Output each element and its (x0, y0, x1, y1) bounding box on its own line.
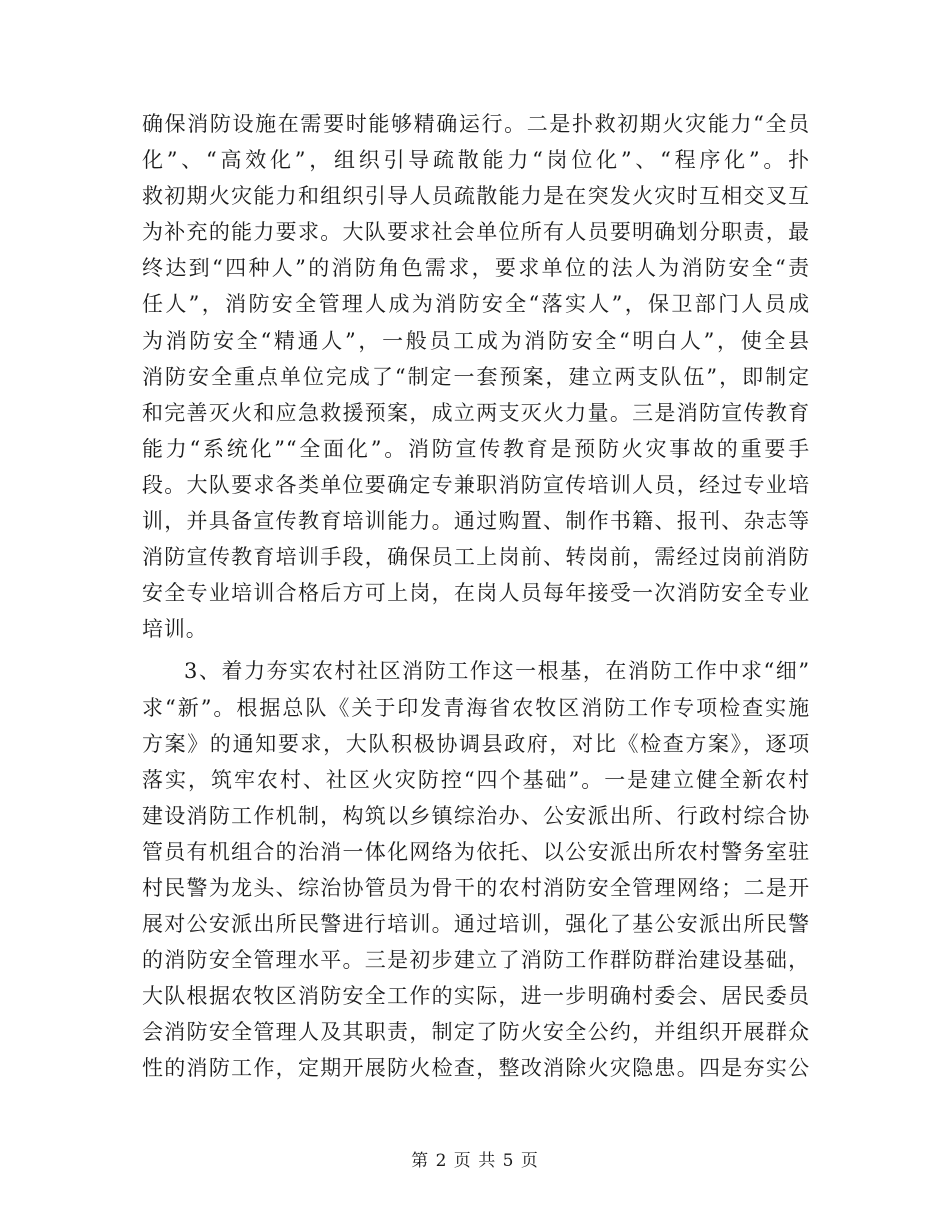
text-line: 落实，筑牢农村、社区火灾防控“四个基础”。一是建立健全新农村 (142, 767, 810, 792)
text-line: 救初期火灾能力和组织引导人员疏散能力是在突发火灾时互相交叉互 (142, 184, 810, 209)
paragraph-2 (142, 653, 810, 1086)
text-line: 大队根据农牧区消防安全工作的实际，进一步明确村委会、居民委员 (142, 984, 810, 1009)
text-line: 展对公安派出所民警进行培训。通过培训，强化了基公安派出所民警 (142, 912, 810, 937)
document-body (142, 106, 810, 1087)
text-line: 能力“系统化”“全面化”。消防宣传教育是预防火灾事故的重要手 (142, 436, 810, 461)
text-line: 管员有机组合的治消一体化网络为依托、以公安派出所农村警务室驻 (142, 839, 810, 864)
text-line: 消防宣传教育培训手段，确保员工上岗前、转岗前，需经过岗前消防 (142, 545, 810, 570)
page-number-footer: 第 2 页 共 5 页 (411, 1151, 539, 1171)
text-line: 村民警为龙头、综治协管员为骨干的农村消防安全管理网络；二是开 (142, 875, 810, 900)
text-line: 为消防安全“精通人”，一般员工成为消防安全“明白人”，使全县 (142, 328, 810, 353)
text-line: 和完善灭火和应急救援预案，成立两支灭火力量。三是消防宣传教育 (142, 400, 810, 425)
text-line: 求“新”。根据总队《关于印发青海省农牧区消防工作专项检查实施 (142, 695, 810, 720)
text-line: 安全专业培训合格后方可上岗，在岗人员每年接受一次消防安全专业 (142, 581, 810, 606)
text-line: 会消防安全管理人及其职责，制定了防火安全公约，并组织开展群众 (142, 1020, 810, 1045)
text-line: 性的消防工作，定期开展防火检查，整改消除火灾隐患。四是夯实公 (142, 1056, 810, 1081)
text-line: 训，并具备宣传教育培训能力。通过购置、制作书籍、报刊、杂志等 (142, 509, 810, 534)
text-line: 消防安全重点单位完成了“制定一套预案，建立两支队伍”，即制定 (142, 364, 810, 389)
text-line: 培训。 (142, 617, 208, 642)
text-line: 3、着力夯实农村社区消防工作这一根基，在消防工作中求“细” (184, 659, 810, 684)
text-line: 的消防安全管理水平。三是初步建立了消防工作群防群治建设基础， (142, 948, 810, 973)
text-line: 终达到“四种人”的消防角色需求，要求单位的法人为消防安全“责 (142, 256, 810, 281)
paragraph-1 (142, 106, 810, 647)
text-line: 化”、“高效化”，组织引导疏散能力“岗位化”、“程序化”。扑 (142, 148, 810, 173)
text-line: 建设消防工作机制，构筑以乡镇综治办、公安派出所、行政村综合协 (142, 803, 810, 828)
text-line: 确保消防设施在需要时能够精确运行。二是扑救初期火灾能力“全员 (142, 112, 810, 136)
text-line: 为补充的能力要求。大队要求社会单位所有人员要明确划分职责，最 (142, 220, 810, 245)
text-line: 段。大队要求各类单位要确定专兼职消防宣传培训人员，经过专业培 (142, 472, 810, 497)
text-line: 方案》的通知要求，大队积极协调县政府，对比《检查方案》，逐项 (142, 731, 810, 756)
text-line: 任人”，消防安全管理人成为消防安全“落实人”，保卫部门人员成 (142, 292, 810, 317)
